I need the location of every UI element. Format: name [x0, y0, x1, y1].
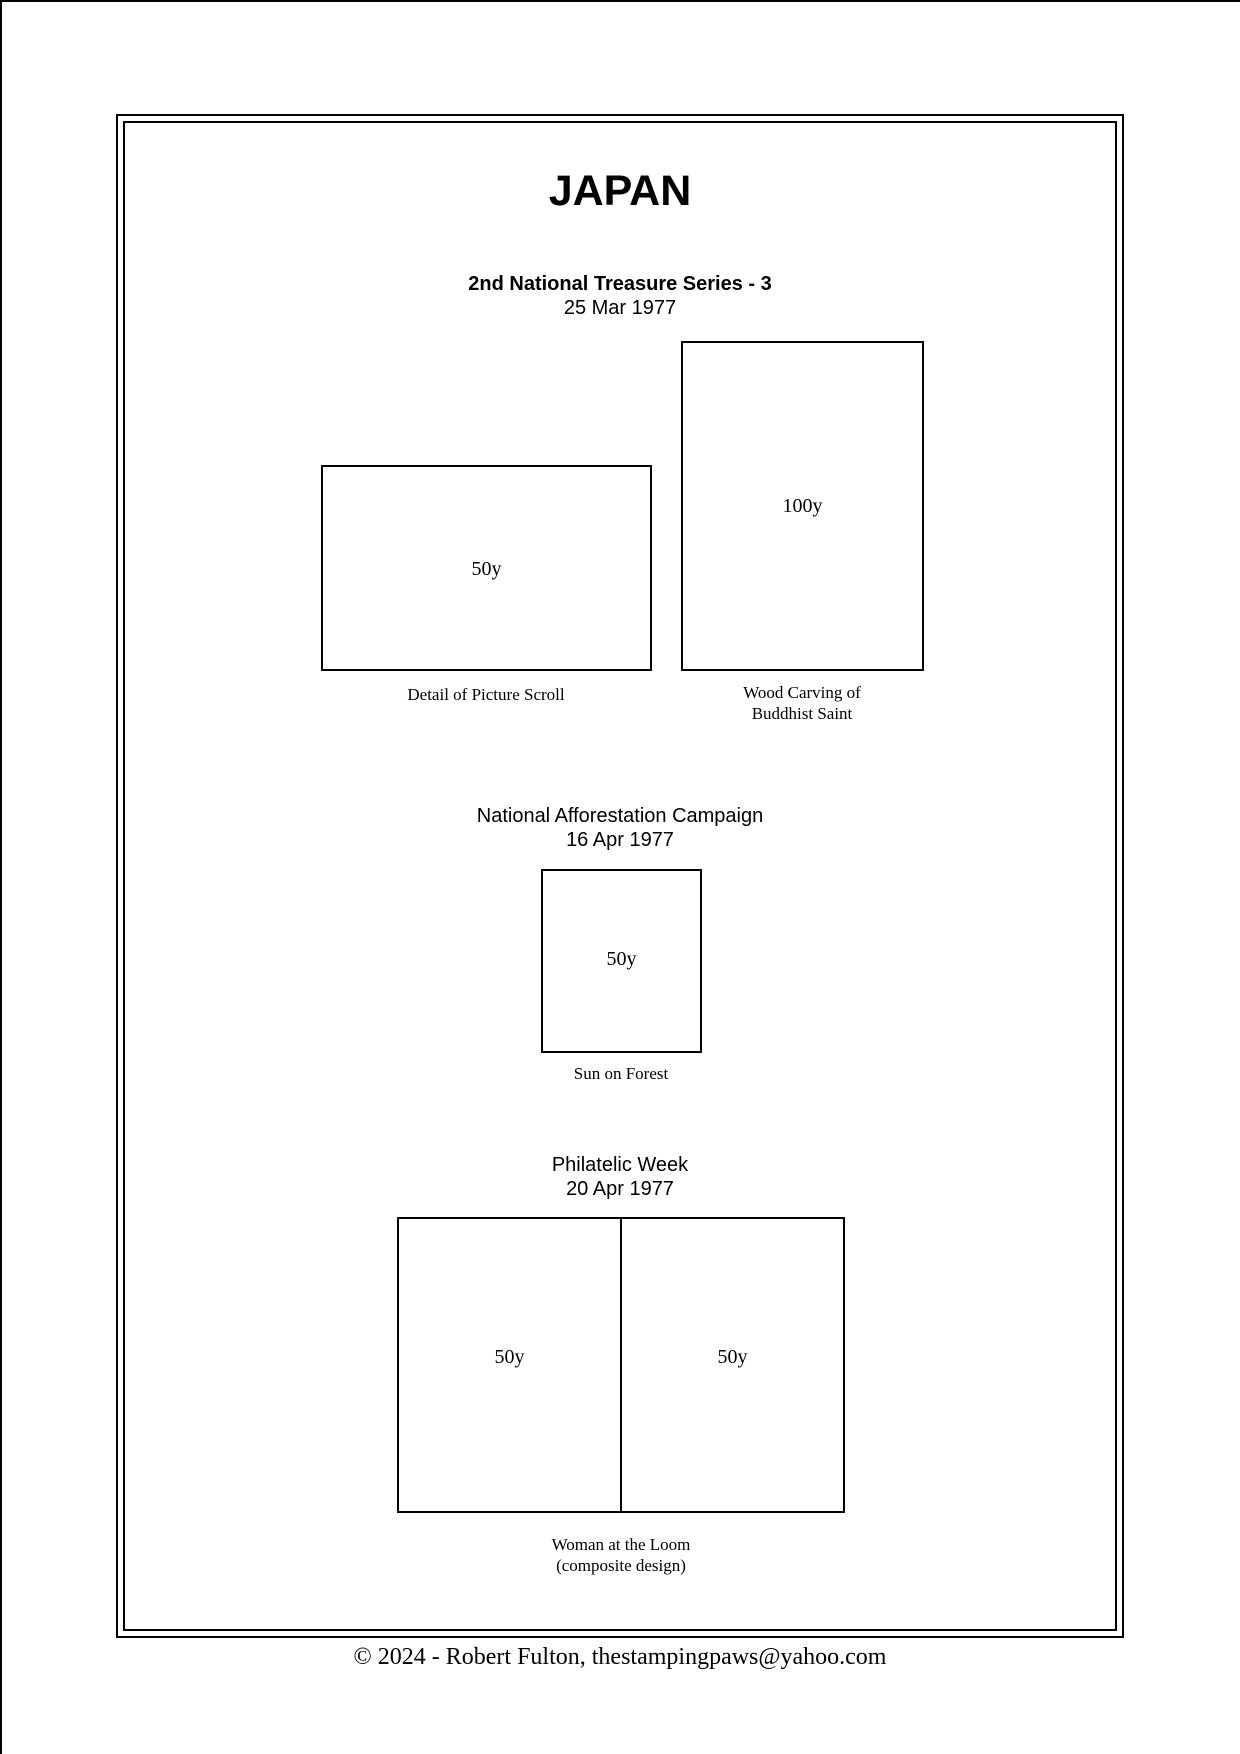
stamp-caption-set-2-1: Sun on Forest — [573, 1064, 669, 1083]
stamp-mount-set-3-1 — [397, 1217, 622, 1513]
set-3-date: 20 Apr 1977 — [566, 1178, 674, 1200]
page-edge-top — [0, 0, 1240, 2]
page-edge-left — [0, 0, 2, 1754]
stamp-caption-set-1-2-line-2: Buddhist Saint — [751, 704, 853, 723]
set-2-title: National Afforestation Campaign — [476, 805, 764, 827]
copyright-footer: © 2024 - Robert Fulton, thestampingpaws@yahoo.com — [353, 1644, 887, 1670]
stamp-caption-set-1-1: Detail of Picture Scroll — [407, 685, 565, 704]
stamp-value: 50y — [494, 1346, 525, 1368]
stamp-value: 50y — [471, 558, 502, 580]
set-3-caption-line-1: Woman at the Loom — [551, 1535, 691, 1554]
stamp-value: 50y — [717, 1346, 748, 1368]
set-1-title: 2nd National Treasure Series - 3 — [468, 273, 772, 295]
stamp-mount-set-1-2 — [681, 341, 924, 671]
page-title: JAPAN — [548, 167, 692, 215]
set-3-caption-line-2: (composite design) — [556, 1556, 686, 1575]
stamp-mount-set-1-1 — [321, 465, 652, 671]
stamp-mount-set-2-1 — [541, 869, 702, 1053]
set-1-date: 25 Mar 1977 — [563, 297, 677, 319]
stamp-value: 50y — [606, 948, 637, 970]
set-3-title: Philatelic Week — [551, 1154, 689, 1176]
set-2-date: 16 Apr 1977 — [566, 829, 674, 851]
stamp-value: 100y — [782, 495, 823, 517]
stamp-caption-set-1-2-line-1: Wood Carving of — [743, 683, 861, 702]
stamp-mount-set-3-2 — [620, 1217, 845, 1513]
